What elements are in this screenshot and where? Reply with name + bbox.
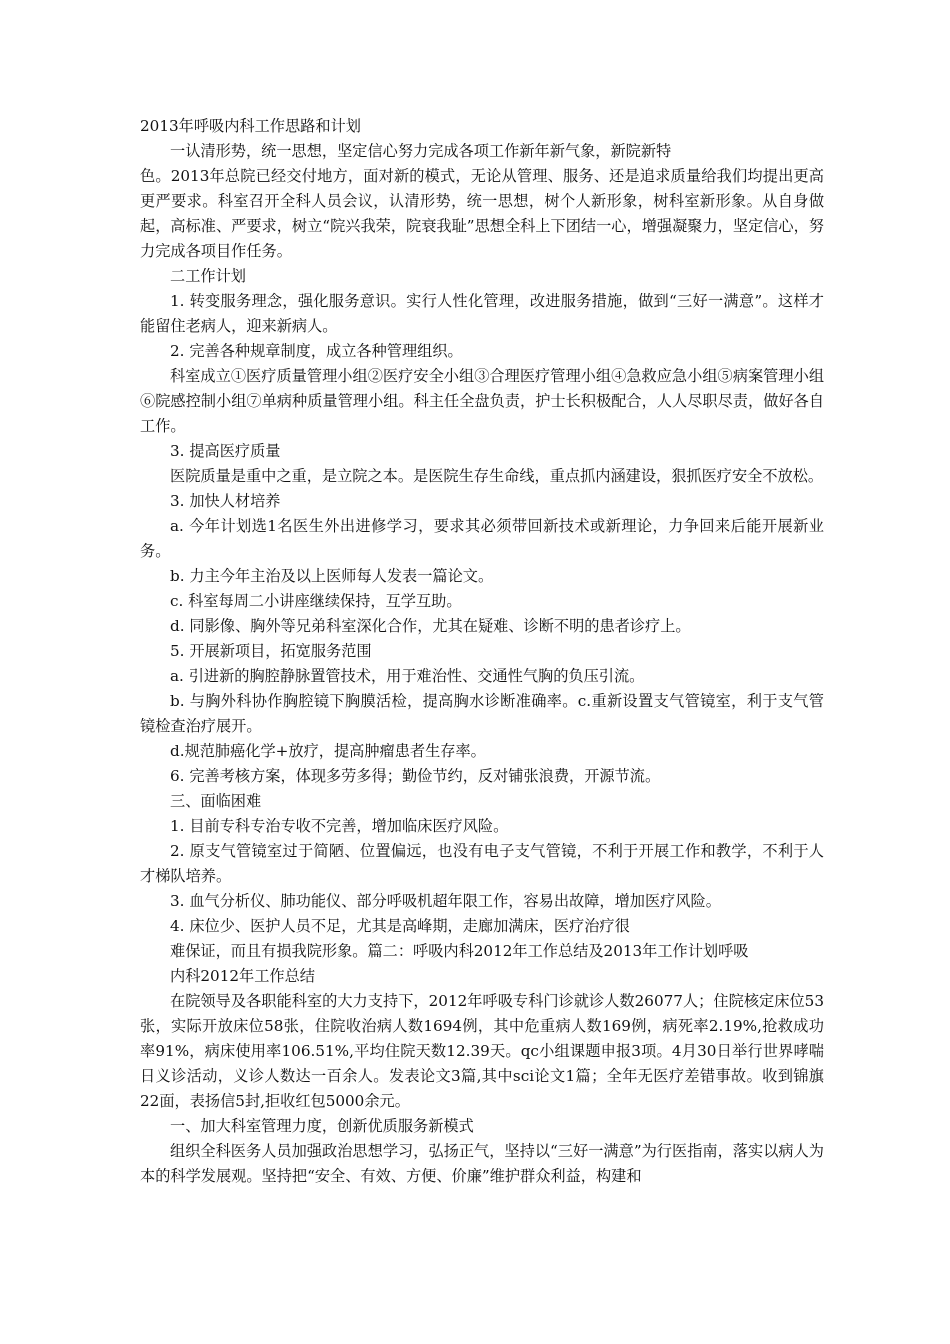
part-two-heading-line-1: 难保证，而且有损我院形象。篇二：呼吸内科2012年工作总结及2013年工作计划呼吸 xyxy=(170,942,749,960)
difficulty-item-4: 4. 床位少、医护人员不足，尤其是高峰期，走廊加满床，医疗治疗很 xyxy=(170,917,630,935)
plan-item-1: 1. 转变服务理念，强化服务意识。实行人性化管理，改进服务措施，做到“三好一满意”。这样才能留住老病人，迎来新病人。 xyxy=(140,292,824,335)
paragraph-1-intro: 一认清形势，统一思想，坚定信心努力完成各项工作新年新气象，新院新特 xyxy=(170,142,672,160)
difficulty-item-2: 2. 原支气管镜室过于简陋、位置偏远，也没有电子支气管镜，不利于开展工作和教学，不利于人才梯队培养。 xyxy=(140,842,824,885)
project-item-d: d.规范肺癌化学+放疗，提高肿瘤患者生存率。 xyxy=(170,742,486,760)
talent-item-b: b. 力主今年主治及以上医师每人发表一篇论文。 xyxy=(170,567,494,585)
section-heading-work-plan: 二工作计划 xyxy=(170,267,246,285)
plan-item-3-detail: 医院质量是重中之重，是立院之本。是医院生存生命线，重点抓内涵建设，狠抓医疗安全不放松。 xyxy=(170,467,824,485)
plan-item-2-detail: 科室成立①医疗质量管理小组②医疗安全小组③合理医疗管理小组④急救应急小组⑤病案管理小组⑥院感控制小组⑦单病种质量管理小组。科主任全盘负责，护士长积极配合，人人尽职尽责，做好各自工作。 xyxy=(140,367,824,435)
project-item-a: a. 引进新的胸腔静脉置管技术，用于难治性、交通性气胸的负压引流。 xyxy=(170,667,645,685)
plan-item-2: 2. 完善各种规章制度，成立各种管理组织。 xyxy=(170,342,463,360)
talent-item-d: d. 同影像、胸外等兄弟科室深化合作，尤其在疑难、诊断不明的患者诊疗上。 xyxy=(170,617,691,635)
plan-item-6: 6. 完善考核方案，体现多劳多得；勤俭节约，反对铺张浪费，开源节流。 xyxy=(170,767,661,785)
section-heading-difficulties: 三、面临困难 xyxy=(170,792,262,810)
management-paragraph: 组织全科医务人员加强政治思想学习，弘扬正气，坚持以“三好一满意”为行医指南，落实以病人为本的科学发展观。坚持把“安全、有效、方便、价廉”维护群众利益，构建和 xyxy=(140,1142,824,1185)
project-item-b: b. 与胸外科协作胸腔镜下胸膜活检，提高胸水诊断准确率。c.重新设置支气管镜室，利于支气管镜检查治疗展开。 xyxy=(140,692,824,735)
plan-item-3-quality: 3. 提高医疗质量 xyxy=(170,442,281,460)
difficulty-item-3: 3. 血气分析仪、肺功能仪、部分呼吸机超年限工作，容易出故障，增加医疗风险。 xyxy=(170,892,721,910)
document-title: 2013年呼吸内科工作思路和计划 xyxy=(140,117,361,135)
plan-item-5: 5. 开展新项目，拓宽服务范围 xyxy=(170,642,372,660)
document-page xyxy=(140,114,824,1189)
part-two-heading-line-2: 内科2012年工作总结 xyxy=(170,967,315,985)
plan-item-3-talent: 3. 加快人材培养 xyxy=(170,492,281,510)
talent-item-c: c. 科室每周二小讲座继续保持，互学互助。 xyxy=(170,592,462,610)
talent-item-a: a. 今年计划选1名医生外出进修学习，要求其必须带回新技术或新理论，力争回来后能开展新业务。 xyxy=(140,517,824,560)
summary-paragraph: 在院领导及各职能科室的大力支持下，2012年呼吸专科门诊就诊人数26077人；住院核定床位53张，实际开放床位58张，住院收治病人数1694例，其中危重病人数169例，病死率2.19%,抢救成功率91%，病床使用率106.51%,平均住院天数12.39天。qc小组课题申报3项。4月30日举行世界哮喘日义诊活动，义诊人数达一百余人。发表论文3篇,其中sci论文1篇；全年无医疗差错事故。收到锦旗22面，表扬信5封,拒收红包5000余元。 xyxy=(140,992,824,1110)
paragraph-2-context: 色。2013年总院已经交付地方，面对新的模式，无论从管理、服务、还是追求质量给我们均提出更高更严要求。科室召开全科人员会议，认清形势，统一思想，树个人新形象，树科室新形象。从自身做起，高标准、严要求，树立“院兴我荣，院衰我耻”思想全科上下团结一心，增强凝聚力，坚定信心，努力完成各项目作任务。 xyxy=(140,167,824,260)
section-heading-management: 一、加大科室管理力度，创新优质服务新模式 xyxy=(170,1117,474,1135)
difficulty-item-1: 1. 目前专科专治专收不完善，增加临床医疗风险。 xyxy=(170,817,509,835)
